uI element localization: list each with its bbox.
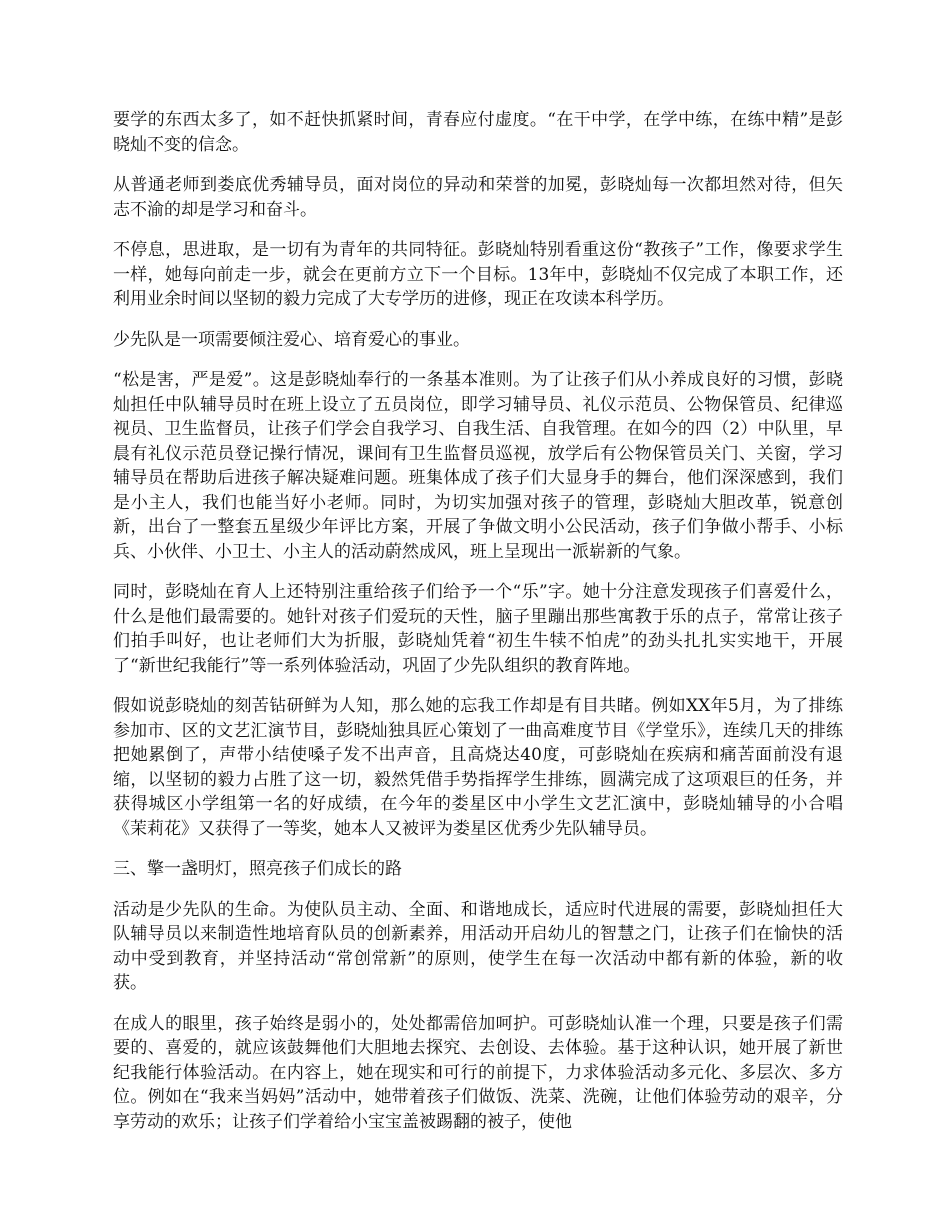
paragraph: 在成人的眼里，孩子始终是弱小的，处处都需倍加呵护。可彭晓灿认准一个理，只要是孩子们需要的、喜爱的，就应该鼓舞他们大胆地去探究、去创设、去体验。基于这种认识，她开展了新世纪我能行体验活动。在内容上，她在现实和可行的前提下，力求体验活动多元化、多层次、多方位。例如在“我来当妈妈”活动中，她带着孩子们做饭、洗菜、洗碗，让他们体验劳动的艰辛，分享劳动的欢乐；让孩子们学着给小宝宝盖被踢翻的被子，使他 <box>113 1013 843 1132</box>
document-body <box>113 108 843 1150</box>
paragraph: 从普通老师到娄底优秀辅导员，面对岗位的异动和荣誉的加冕，彭晓灿每一次都坦然对待，但矢志不渝的却是学习和奋斗。 <box>113 175 843 220</box>
paragraph: 不停息，思进取，是一切有为青年的共同特征。彭晓灿特别看重这份“教孩子”工作，像要求学生一样，她每向前走一步，就会在更前方立下一个目标。13年中，彭晓灿不仅完成了本职工作，还利用业余时间以坚韧的毅力完成了大专学历的进修，现正在攻读本科学历。 <box>113 240 843 309</box>
paragraph: 少先队是一项需要倾注爱心、培育爱心的事业。 <box>113 329 470 350</box>
paragraph: “松是害，严是爱”。这是彭晓灿奉行的一条基本准则。为了让孩子们从小养成良好的习惯，彭晓灿担任中队辅导员时在班上设立了五员岗位，即学习辅导员、礼仪示范员、公物保管员、纪律巡视员、卫生监督员，让孩子们学会自我学习、自我生活、自我管理。在如今的四（2）中队里，早晨有礼仪示范员登记操行情况，课间有卫生监督员巡视，放学后有公物保管员关门、关窗，学习辅导员在帮助后进孩子解决疑难问题。班集体成了孩子们大显身手的舞台，他们深深感到，我们是小主人，我们也能当好小老师。同时，为切实加强对孩子的管理，彭晓灿大胆改革，锐意创新，出台了一整套五星级少年评比方案，开展了争做文明小公民活动，孩子们争做小帮手、小标兵、小伙伴、小卫士、小主人的活动蔚然成风，班上呈现出一派崭新的气象。 <box>113 370 843 562</box>
paragraph: 同时，彭晓灿在育人上还特别注重给孩子们给予一个“乐”字。她十分注意发现孩子们喜爱什么，什么是他们最需要的。她针对孩子们爱玩的天性，脑子里蹦出那些寓教于乐的点子，常常让孩子们拍手叫好，也让老师们大为折服，彭晓灿凭着“初生牛犊不怕虎”的劲头扎扎实实地干，开展了“新世纪我能行”等一系列体验活动，巩固了少先队组织的教育阵地。 <box>113 582 843 676</box>
paragraph: 假如说彭晓灿的刻苦钻研鲜为人知，那么她的忘我工作却是有目共睹。例如XX年5月，为了排练参加市、区的文艺汇演节目，彭晓灿独具匠心策划了一曲高难度节目《学堂乐》，连续几天的排练把她累倒了，声带小结使嗓子发不出声音，且高烧达40度，可彭晓灿在疾病和痛苦面前没有退缩，以坚韧的毅力占胜了这一切，毅然凭借手势指挥学生排练，圆满完成了这项艰巨的任务，并获得城区小学组第一名的好成绩，在今年的娄星区中小学生文艺汇演中，彭晓灿辅导的小合唱《茉莉花》又获得了一等奖，她本人又被评为娄星区优秀少先队辅导员。 <box>113 696 843 839</box>
section-heading: 三、擎一盏明灯，照亮孩子们成长的路 <box>113 859 402 879</box>
paragraph: 要学的东西太多了，如不赶快抓紧时间，青春应付虚度。“在干中学，在学中练，在练中精”是彭晓灿不变的信念。 <box>113 110 843 155</box>
paragraph: 活动是少先队的生命。为使队员主动、全面、和谐地成长，适应时代进展的需要，彭晓灿担任大队辅导员以来制造性地培育队员的创新素养，用活动开启幼儿的智慧之门，让孩子们在愉快的活动中受到教育，并坚持活动“常创常新”的原则，使学生在每一次活动中都有新的体验，新的收获。 <box>113 899 843 993</box>
